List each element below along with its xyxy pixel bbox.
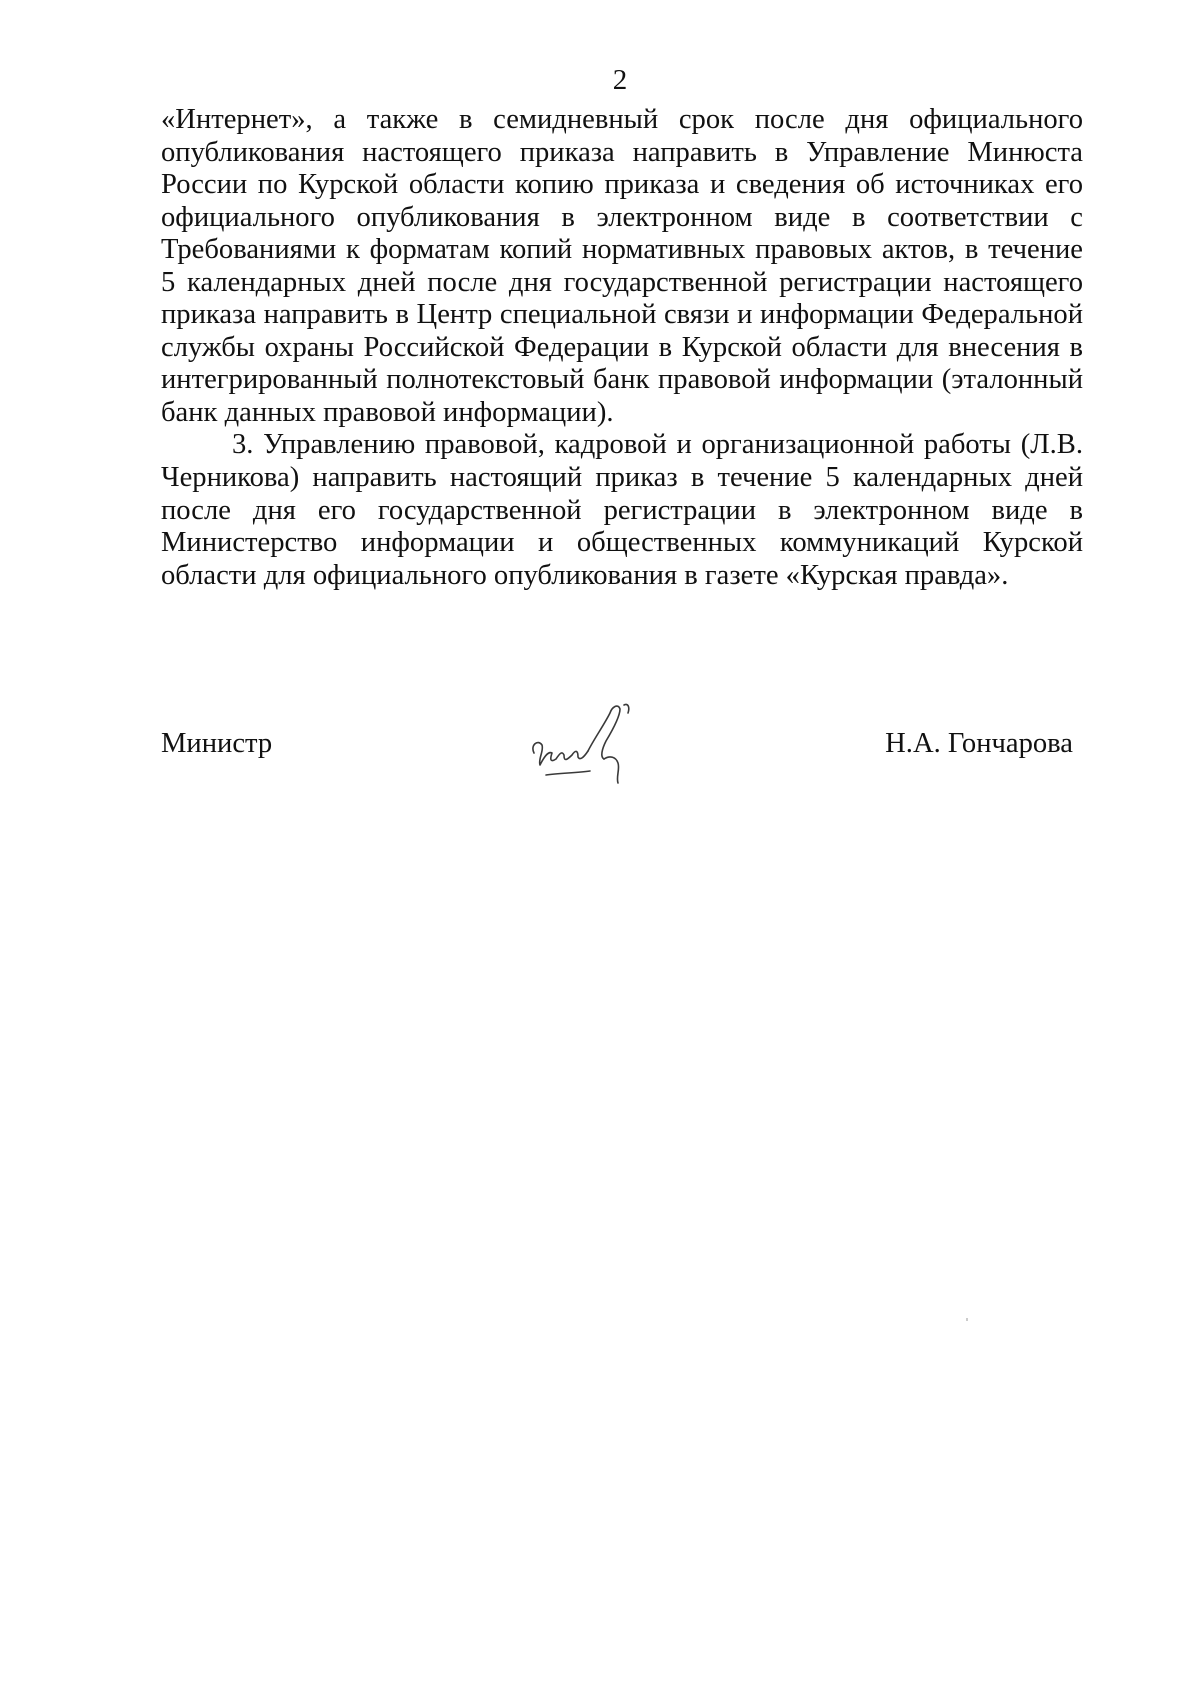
signatory-name: Н.А. Гончарова (885, 728, 1073, 759)
paragraph-continuation: «Интернет», а также в семидневный срок после дня официального опубликования настоящего приказа направить в Управление Минюста России по Курской области копию приказа и сведения об источниках его официального опубликования в электронном виде в соответствии с Требованиями к форматам копий нормативных правовых актов, в течение 5 календарных дней после дня государственной регистрации настоящего приказа направить в Центр специальной связи и информации Федеральной службы охраны Российской Федерации в Курской области для внесения в интегрированный полнотекстовый банк правовой информации (эталонный банк данных правовой информации). (161, 104, 1083, 428)
signatory-position: Министр (161, 728, 273, 759)
document-body (161, 104, 1083, 592)
handwritten-signature (520, 695, 650, 795)
paragraph-item-3: 3. Управлению правовой, кадровой и организационной работы (Л.В. Черникова) направить настоящий приказ в течение 5 календарных дней после дня его государственной регистрации в электронном виде в Министерство информации и общественных коммуникаций Курской области для официального опубликования в газете «Курская правда». (161, 429, 1083, 591)
scan-speck (966, 1318, 968, 1321)
page-number: 2 (612, 64, 628, 96)
